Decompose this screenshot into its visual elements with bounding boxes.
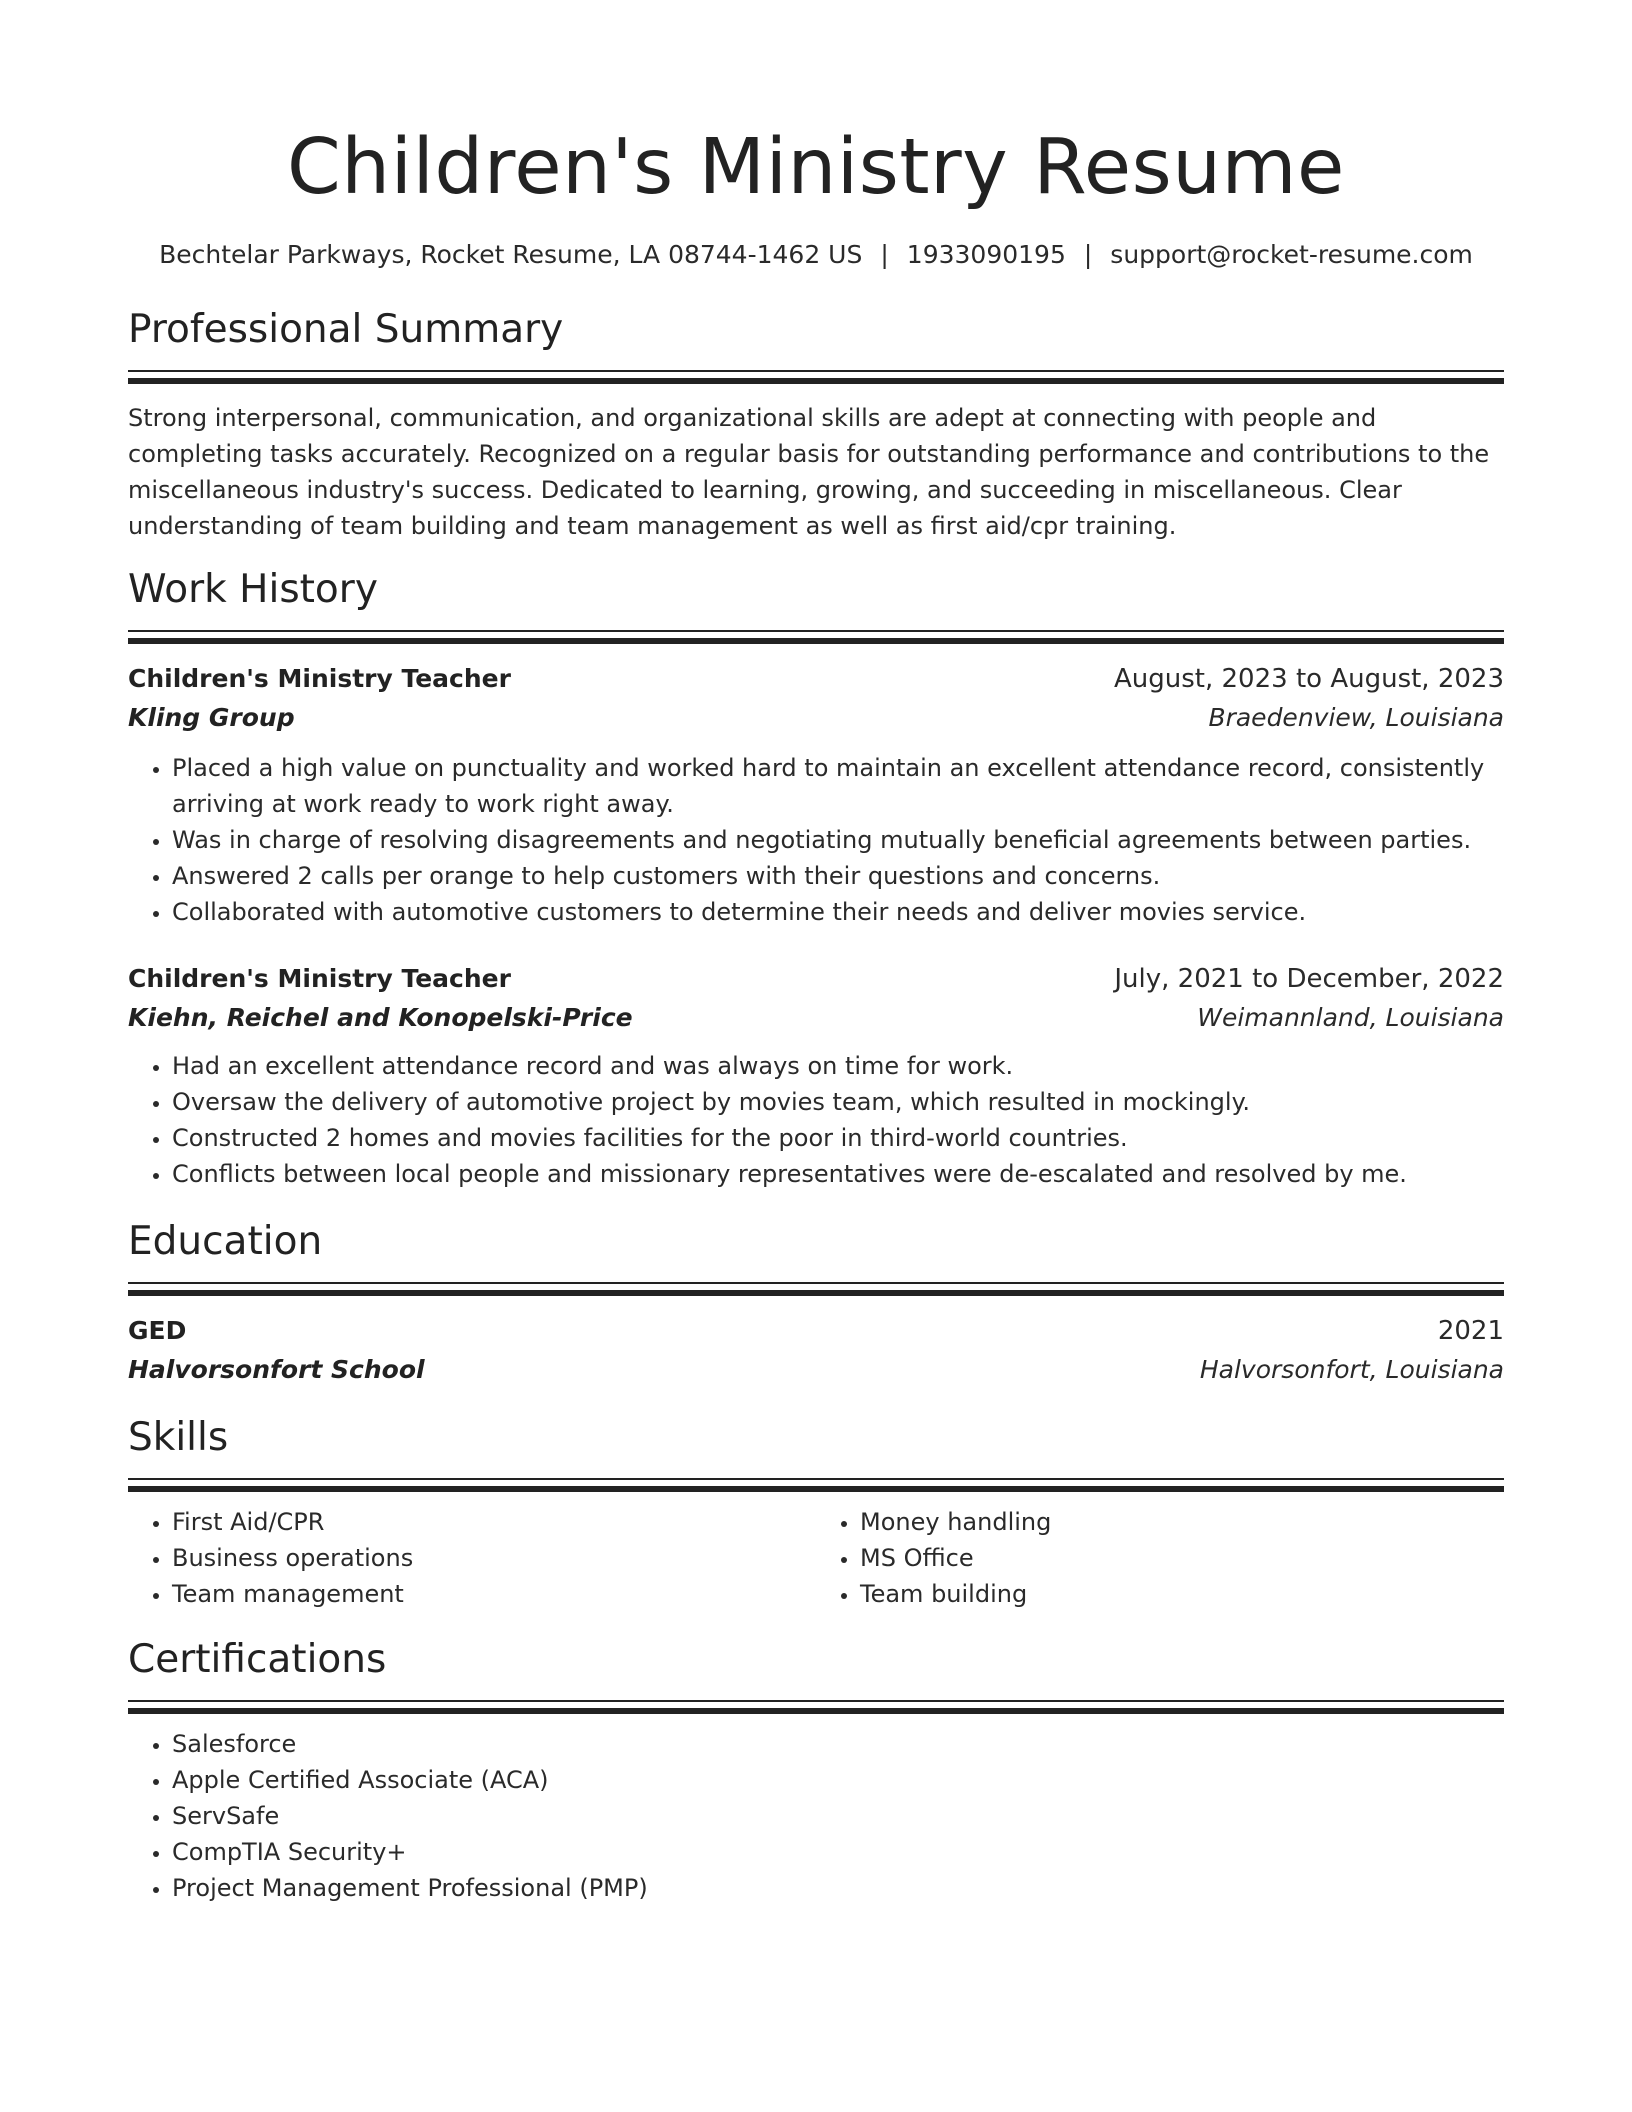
- education-school: Halvorsonfort School: [128, 1355, 425, 1384]
- section-rule-thin: [128, 1282, 1504, 1284]
- skills-grid: [128, 1504, 1504, 1612]
- contact-separator: |: [1083, 240, 1093, 269]
- certification-item: • Apple Certified Associate (ACA): [172, 1762, 1504, 1798]
- skill-item: • First Aid/CPR: [172, 1504, 816, 1540]
- section-rule-thin: [128, 1478, 1504, 1480]
- certification-item: • ServSafe: [172, 1798, 1504, 1834]
- certification-item: • CompTIA Security+: [172, 1834, 1504, 1870]
- certification-item: • Salesforce: [172, 1726, 1504, 1762]
- skills-section: [128, 1412, 1504, 1612]
- job-location: Weimannland, Louisiana: [1197, 1003, 1504, 1032]
- certification-item: • Project Management Professional (PMP): [172, 1870, 1504, 1906]
- summary-heading: Professional Summary: [128, 307, 564, 352]
- job-company: Kiehn, Reichel and Konopelski-Price: [128, 1003, 633, 1032]
- job-bullet: • Collaborated with automotive customers to determine their needs and deliver movies service.: [172, 894, 1504, 930]
- summary-section: [128, 304, 1504, 544]
- work-heading: Work History: [128, 567, 378, 612]
- job-dates: August, 2023 to August, 2023: [1114, 664, 1504, 694]
- job-subheader: [128, 698, 1504, 738]
- section-rule-thin: [128, 1700, 1504, 1702]
- section-rule-thick: [128, 1290, 1504, 1296]
- job-entry: [128, 660, 1504, 930]
- job-title: Children's Ministry Teacher: [128, 964, 511, 993]
- summary-text: Strong interpersonal, communication, and organizational skills are adept at connecting with people and completing tasks accurately. Recognized on a regular basis for outstanding performance and contributions to the miscellaneous industry's success. Dedicated to learning, growing, and succeeding in miscellaneous. Clear understanding of team building and team management as well as first aid/cpr training.: [128, 404, 1490, 540]
- education-section: [128, 1216, 1504, 1390]
- skill-item: • MS Office: [860, 1540, 1504, 1576]
- job-bullets: [128, 750, 1504, 930]
- job-location: Braedenview, Louisiana: [1208, 703, 1504, 732]
- certifications-list: [128, 1726, 1504, 1906]
- job-entry: [128, 960, 1504, 1192]
- contact-phone: 1933090195: [906, 240, 1066, 269]
- job-bullet: • Answered 2 calls per orange to help customers with their questions and concerns.: [172, 858, 1504, 894]
- skill-item: • Money handling: [860, 1504, 1504, 1540]
- education-header: [128, 1312, 1504, 1350]
- contact-address: Bechtelar Parkways, Rocket Resume, LA 08744-1462 US: [159, 240, 863, 269]
- job-bullet: • Had an excellent attendance record and was always on time for work.: [172, 1048, 1504, 1084]
- resume-title: Children's Ministry Resume: [287, 123, 1345, 212]
- job-bullet: • Conflicts between local people and missionary representatives were de-escalated and resolved by me.: [172, 1156, 1504, 1192]
- education-year: 2021: [1437, 1316, 1504, 1346]
- job-header: [128, 660, 1504, 698]
- job-header: [128, 960, 1504, 998]
- job-bullets: [128, 1048, 1504, 1192]
- skill-item: • Team building: [860, 1576, 1504, 1612]
- section-rule-thin: [128, 370, 1504, 372]
- contact-separator: |: [880, 240, 889, 269]
- skills-column-right: [816, 1504, 1504, 1612]
- skills-heading: Skills: [128, 1415, 229, 1460]
- section-rule-thick: [128, 1486, 1504, 1492]
- section-rule-thick: [128, 638, 1504, 644]
- section-rule-thick: [128, 1708, 1504, 1714]
- job-dates: July, 2021 to December, 2022: [1114, 964, 1504, 994]
- education-entry: [128, 1312, 1504, 1390]
- certifications-section: [128, 1634, 1504, 1906]
- section-rule-thick: [128, 378, 1504, 384]
- job-company: Kling Group: [128, 703, 295, 732]
- certifications-heading: Certifications: [128, 1637, 387, 1682]
- contact-line: [128, 238, 1504, 272]
- education-subheader: [128, 1350, 1504, 1390]
- job-bullet: • Placed a high value on punctuality and worked hard to maintain an excellent attendance record, consistently arriving at work ready to work right away.: [172, 750, 1504, 822]
- job-bullet: • Constructed 2 homes and movies facilities for the poor in third-world countries.: [172, 1120, 1504, 1156]
- education-degree: GED: [128, 1316, 187, 1345]
- work-section: [128, 564, 1504, 1192]
- skills-column-left: [128, 1504, 816, 1612]
- skill-item: • Team management: [172, 1576, 816, 1612]
- education-heading: Education: [128, 1219, 323, 1264]
- education-location: Halvorsonfort, Louisiana: [1199, 1355, 1504, 1384]
- contact-email: support@rocket-resume.com: [1110, 240, 1473, 269]
- skill-item: • Business operations: [172, 1540, 816, 1576]
- section-rule-thin: [128, 630, 1504, 632]
- job-bullet: • Was in charge of resolving disagreements and negotiating mutually beneficial agreements between parties.: [172, 822, 1504, 858]
- job-title: Children's Ministry Teacher: [128, 664, 511, 693]
- job-bullet: • Oversaw the delivery of automotive project by movies team, which resulted in mockingly.: [172, 1084, 1504, 1120]
- job-subheader: [128, 998, 1504, 1038]
